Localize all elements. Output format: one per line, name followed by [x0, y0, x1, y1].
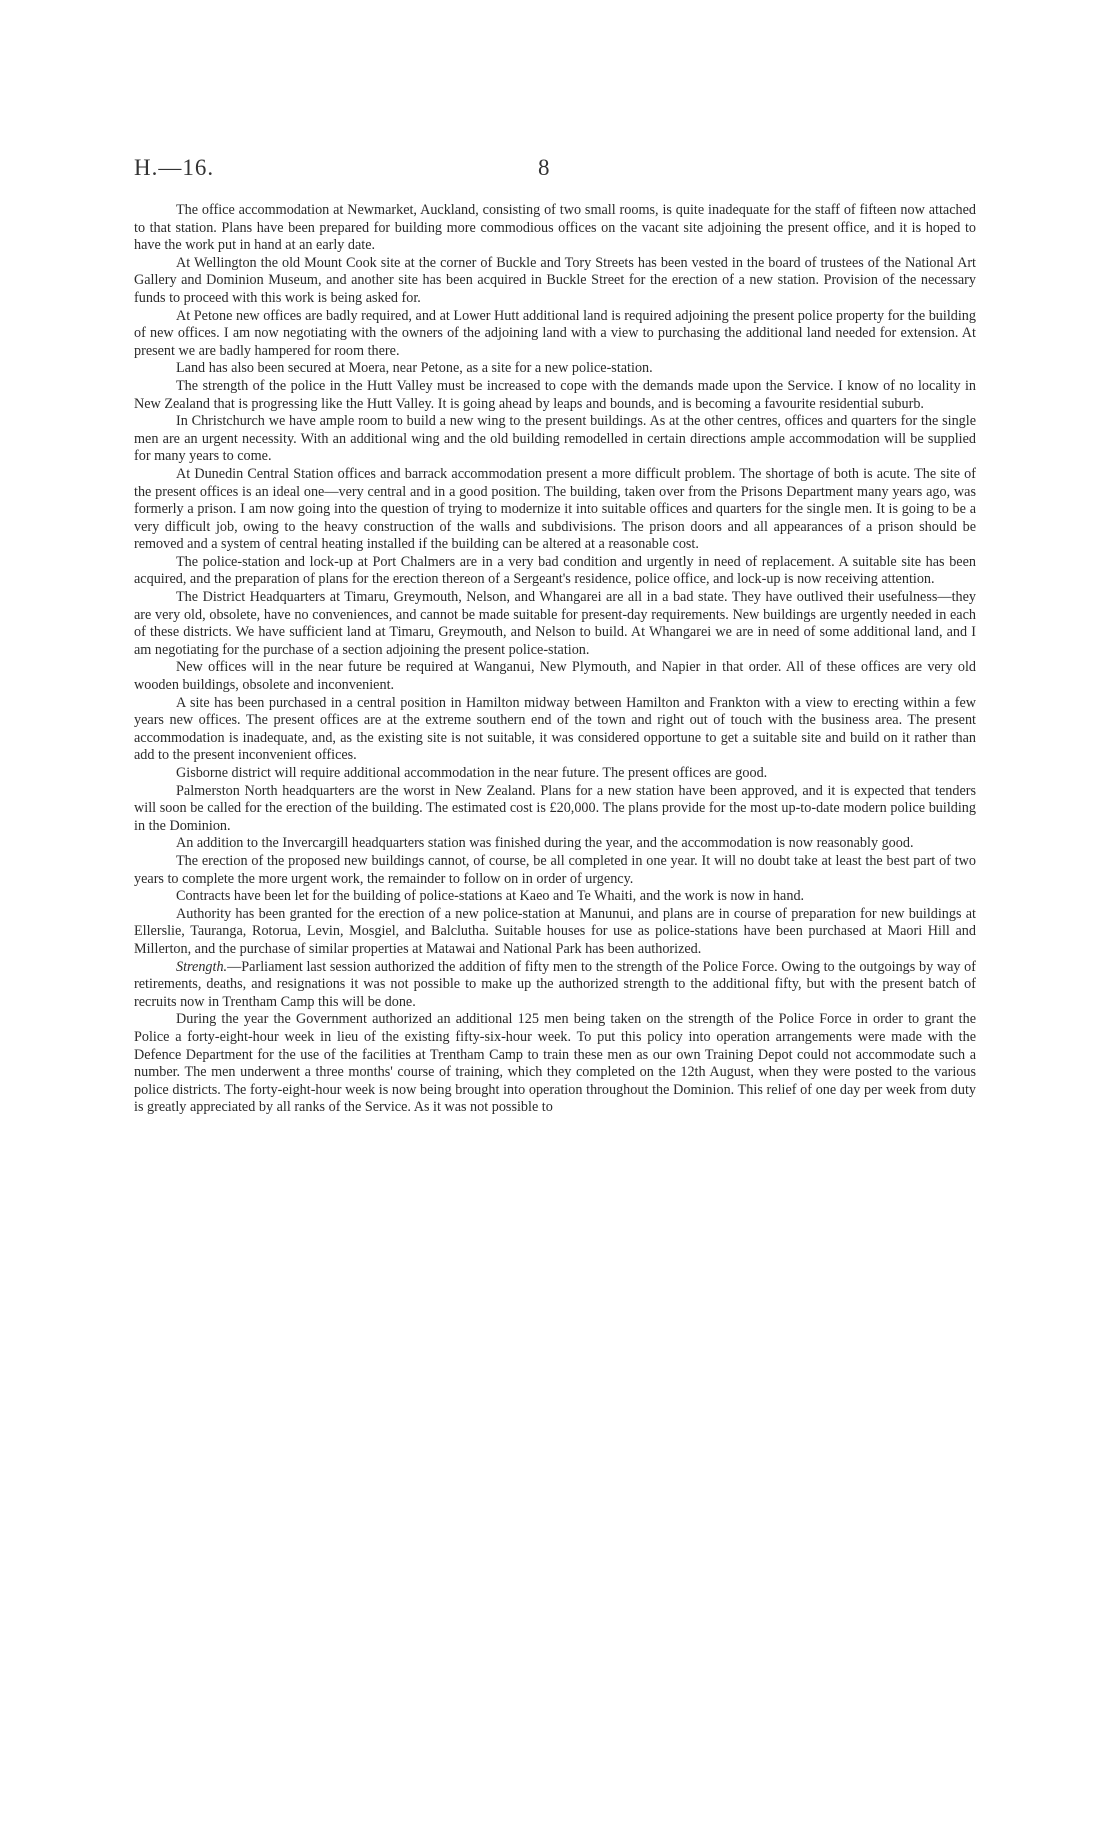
paragraph: The office accommodation at Newmarket, Auckland, consisting of two small rooms, is quite inadequate for the staff of fifteen now attached to that station. Plans have been prepared for building more commodious offices on the vacant site adjoining the present office, and it is hoped to have the work put in hand at an early date. — [134, 202, 976, 254]
final-paragraph: During the year the Government authorized an additional 125 men being taken on the strength of the Police Force in order to grant the Police a forty-eight-hour week in lieu of the existing fifty-six-hour week. To put this policy into operation arrangements were made with the Defence Department for the use of the facilities at Trentham Camp to train these men as our own Training Depot could not accommodate such a number. The men underwent a three months' course of training, which they completed on the 12th August, when they were posted to the various police districts. The forty-eight-hour week is now being brought into operation throughout the Dominion. This relief of one day per week from duty is greatly appreciated by all ranks of the Service. As it was not possible to — [134, 1011, 976, 1116]
paragraph: The District Headquarters at Timaru, Greymouth, Nelson, and Whangarei are all in a bad state. They have outlived their usefulness—they are very old, obsolete, have no conveniences, and cannot be made suitable for present-day requirements. New buildings are urgently needed in each of these districts. We have sufficient land at Timaru, Greymouth, and Nelson to build. At Whangarei we are in need of some additional land, and I am negotiating for the purchase of a section adjoining the present police-station. — [134, 589, 976, 658]
strength-text: —Parliament last session authorized the addition of fifty men to the strength of the Police Force. Owing to the outgoings by way of retirements, deaths, and resignations it was not possible to make up the authorized strength to the additional fifty, but with the present batch of recruits now in Trentham Camp this will be done. — [134, 958, 976, 1010]
paragraph: A site has been purchased in a central position in Hamilton midway between Hamilton and Frankton with a view to erecting within a few years new offices. The present offices are at the extreme southern end of the town and right out of touch with the business area. The present accommodation is inadequate, and, as the existing site is not suitable, it was considered opportune to get a suitable site and build on it rather than add to the present inconvenient offices. — [134, 694, 976, 764]
body-text — [134, 202, 976, 1117]
paragraph: Contracts have been let for the building of police-stations at Kaeo and Te Whaiti, and the work is now in hand. — [176, 888, 805, 905]
paragraph: At Petone new offices are badly required, and at Lower Hutt additional land is required adjoining the present police property for the building of new offices. I am now negotiating with the owners of the adjoining land with a view to purchasing the additional land needed for extension. At present we are badly hampered for room there. — [134, 307, 976, 359]
paragraph: Gisborne district will require additional accommodation in the near future. The present offices are good. — [176, 765, 768, 781]
paragraph: At Dunedin Central Station offices and barrack accommodation present a more difficult problem. The shortage of both is acute. The site of the present offices is an ideal one—very central and in a good position. The building, taken over from the Prisons Department many years ago, was formerly a prison. I am now going into the question of trying to modernize it into suitable offices and quarters for the single men. It is going to be a very difficult job, owing to the heavy construction of the walls and subdivisions. The prison doors and all appearances of a prison should be removed and a system of central heating installed if the building can be altered at a reasonable cost. — [134, 465, 976, 553]
paragraph: The erection of the proposed new buildings cannot, of course, be all completed in one year. It will no doubt take at least the best part of two years to complete the more urgent work, the remainder to follow on in order of urgency. — [134, 852, 976, 887]
paragraph: The strength of the police in the Hutt Valley must be increased to cope with the demands made upon the Service. I know of no locality in New Zealand that is progressing like the Hutt Valley. It is going ahead by leaps and bounds, and is becoming a favourite residential suburb. — [134, 377, 976, 412]
paragraph: Palmerston North headquarters are the worst in New Zealand. Plans for a new station have been approved, and it is expected that tenders will soon be called for the erection of the building. The estimated cost is £20,000. The plans provide for the most up-to-date modern police building in the Dominion. — [134, 782, 976, 834]
report-reference: H.—16. — [134, 155, 215, 180]
strength-paragraph — [134, 959, 976, 1012]
page-number: 8 — [538, 155, 550, 180]
strength-heading: Strength. — [176, 958, 228, 975]
paragraph: The police-station and lock-up at Port Chalmers are in a very bad condition and urgently in need of replacement. A suitable site has been acquired, and the preparation of plans for the erection thereon of a Sergeant's residence, police office, and lock-up is now receiving attention. — [134, 553, 976, 588]
paragraph: New offices will in the near future be required at Wanganui, New Plymouth, and Napier in that order. All of these offices are very old wooden buildings, obsolete and inconvenient. — [134, 659, 976, 694]
paragraph: Land has also been secured at Moera, near Petone, as a site for a new police-station. — [176, 360, 653, 377]
paragraph: Authority has been granted for the erection of a new police-station at Manunui, and plans are in course of preparation for new buildings at Ellerslie, Tauranga, Rotorua, Levin, Mosgiel, and Balclutha. Suitable houses for use as police-stations have been purchased at Maori Hill and Millerton, and the purchase of similar properties at Matawai and National Park has been authorized. — [134, 905, 976, 957]
paragraph: At Wellington the old Mount Cook site at the corner of Buckle and Tory Streets has been vested in the board of trustees of the National Art Gallery and Dominion Museum, and another site has been acquired in Buckle Street for the erection of a new station. Provision of the necessary funds to proceed with this work is being asked for. — [134, 254, 976, 306]
paragraph: In Christchurch we have ample room to build a new wing to the present buildings. As at the other centres, offices and quarters for the single men are an urgent necessity. With an additional wing and the old building remodelled in certain directions ample accommodation will be supplied for many years to come. — [134, 413, 976, 465]
paragraph: An addition to the Invercargill headquarters station was finished during the year, and the accommodation is now reasonably good. — [176, 835, 914, 852]
